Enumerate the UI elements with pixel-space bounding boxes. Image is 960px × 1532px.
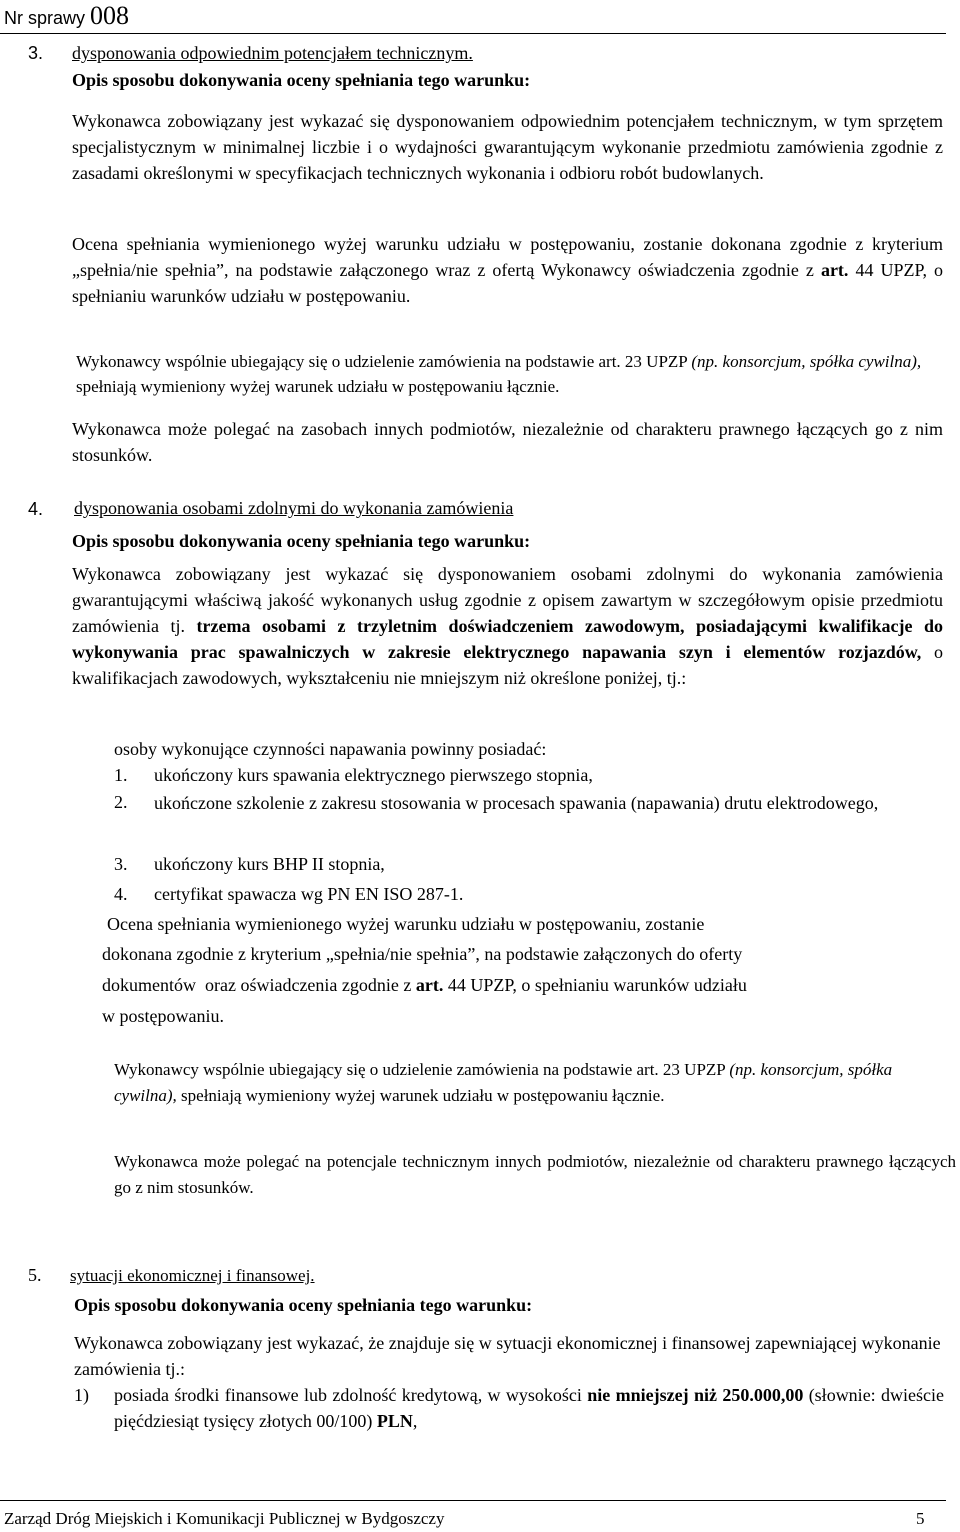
section-5-paragraph-1: Wykonawca zobowiązany jest wykazać, że znajduje się w sytuacji ekonomicznej i finansowej zapewniającej wykonanie zamówienia tj.:: [74, 1333, 941, 1379]
list-item: 3. ukończony kurs BHP II stopnia,: [114, 854, 385, 874]
case-number-text: Nr sprawy: [4, 8, 86, 28]
section-3-paragraph-3: Wykonawcy wspólnie ubiegający się o udzielenie zamówienia na podstawie art. 23 UPZP (np. konsorcjum, spółka cywilna), spełniają wymieniony wyżej warunek udziału w postępowaniu łącznie.: [76, 352, 922, 396]
section-4-title: dysponowania osobami zdolnymi do wykonania zamówienia: [74, 498, 514, 518]
section-3-paragraph-4: Wykonawca może polegać na zasobach innych podmiotów, niezależnie od charakteru prawnego łączących go z nim stosunków.: [72, 419, 943, 465]
section-4-paragraph-3: Wykonawcy wspólnie ubiegający się o udzielenie zamówienia na podstawie art. 23 UPZP (np. konsorcjum, spółka cywilna), spełniają wymieniony wyżej warunek udziału w postępowaniu łącznie.: [114, 1060, 893, 1105]
case-number-label: [4, 1, 130, 30]
section-3-paragraph-2: Ocena spełniania wymienionego wyżej warunku udziału w postępowaniu, zostanie dokonana zgodnie z kryterium „spełnia/nie spełnia”, na podstawie załączonego wraz z ofertą Wykonawcy oświadczenia zgodnie z art. 44 UPZP, o spełnianiu warunków udziału w postępowaniu.: [72, 234, 943, 306]
list-item: 2. ukończone szkolenie z zakresu stosowania w procesach spawania (napawania) drutu elektrodowego,: [114, 792, 879, 813]
list-item: 1. ukończony kurs spawania elektrycznego pierwszego stopnia,: [114, 765, 593, 785]
section-5-item-1: 1) posiada środki finansowe lub zdolność kredytową, w wysokości nie mniejszej niż 250.000,00 (słownie: dwieście pięćdziesiąt tysięcy złotych 00/100) PLN,: [74, 1385, 945, 1431]
section-3-paragraph-1: Wykonawca zobowiązany jest wykazać się dysponowaniem odpowiednim potencjałem technicznym, w tym sprzętem specjalistycznym w minimalnej liczbie i o wydajności gwarantującym wykonanie przedmiotu zamówienia zgodnie z zasadami określonymi w specyfikacjach technicznych wykonania i odbioru robót budowlanych.: [72, 111, 943, 183]
section-5-title: sytuacji ekonomicznej i finansowej.: [70, 1266, 315, 1285]
requirements-list-intro: osoby wykonujące czynności napawania powinny posiadać:: [114, 739, 547, 759]
page-number: 5: [916, 1509, 925, 1528]
section-4-paragraph-4: Wykonawca może polegać na potencjale technicznym innych podmiotów, niezależnie od charakteru prawnego łączących go z nim stosunków.: [114, 1152, 956, 1197]
section-4-heading: Opis sposobu dokonywania oceny spełniania tego warunku:: [72, 531, 531, 551]
case-number-value: 008: [90, 1, 130, 30]
section-3-heading: Opis sposobu dokonywania oceny spełniania tego warunku:: [72, 70, 531, 90]
section-4-paragraph-1: Wykonawca zobowiązany jest wykazać się dysponowaniem osobami zdolnymi do wykonania zamówienia gwarantującymi właściwą jakość wykonanych usług zgodnie z opisem zawartym w szczegółowym opisie przedmiotu zamówienia tj. trzema osobami z trzyletnim doświadczeniem zawodowym, posiadającymi kwalifikacje do wykonywania prac spawalniczych w zakresie elektrycznego napawania szyn i elementów rozjazdów, o kwalifikacjach zawodowych, wykształceniu nie mniejszym niż określone poniżej, tj.:: [72, 564, 943, 688]
section-3-number: 3.: [28, 43, 44, 63]
section-5-heading: Opis sposobu dokonywania oceny spełniania tego warunku:: [74, 1295, 533, 1315]
footer-organization: Zarząd Dróg Miejskich i Komunikacji Publicznej w Bydgoszczy: [4, 1509, 445, 1528]
section-4-number: 4.: [28, 499, 44, 519]
section-3-title: dysponowania odpowiednim potencjałem technicznym.: [72, 43, 473, 63]
section-5-number: 5.: [28, 1265, 42, 1285]
footer-rule: [0, 1500, 946, 1501]
header-rule: [0, 33, 946, 34]
list-item: 4. certyfikat spawacza wg PN EN ISO 287-1.: [114, 884, 464, 904]
